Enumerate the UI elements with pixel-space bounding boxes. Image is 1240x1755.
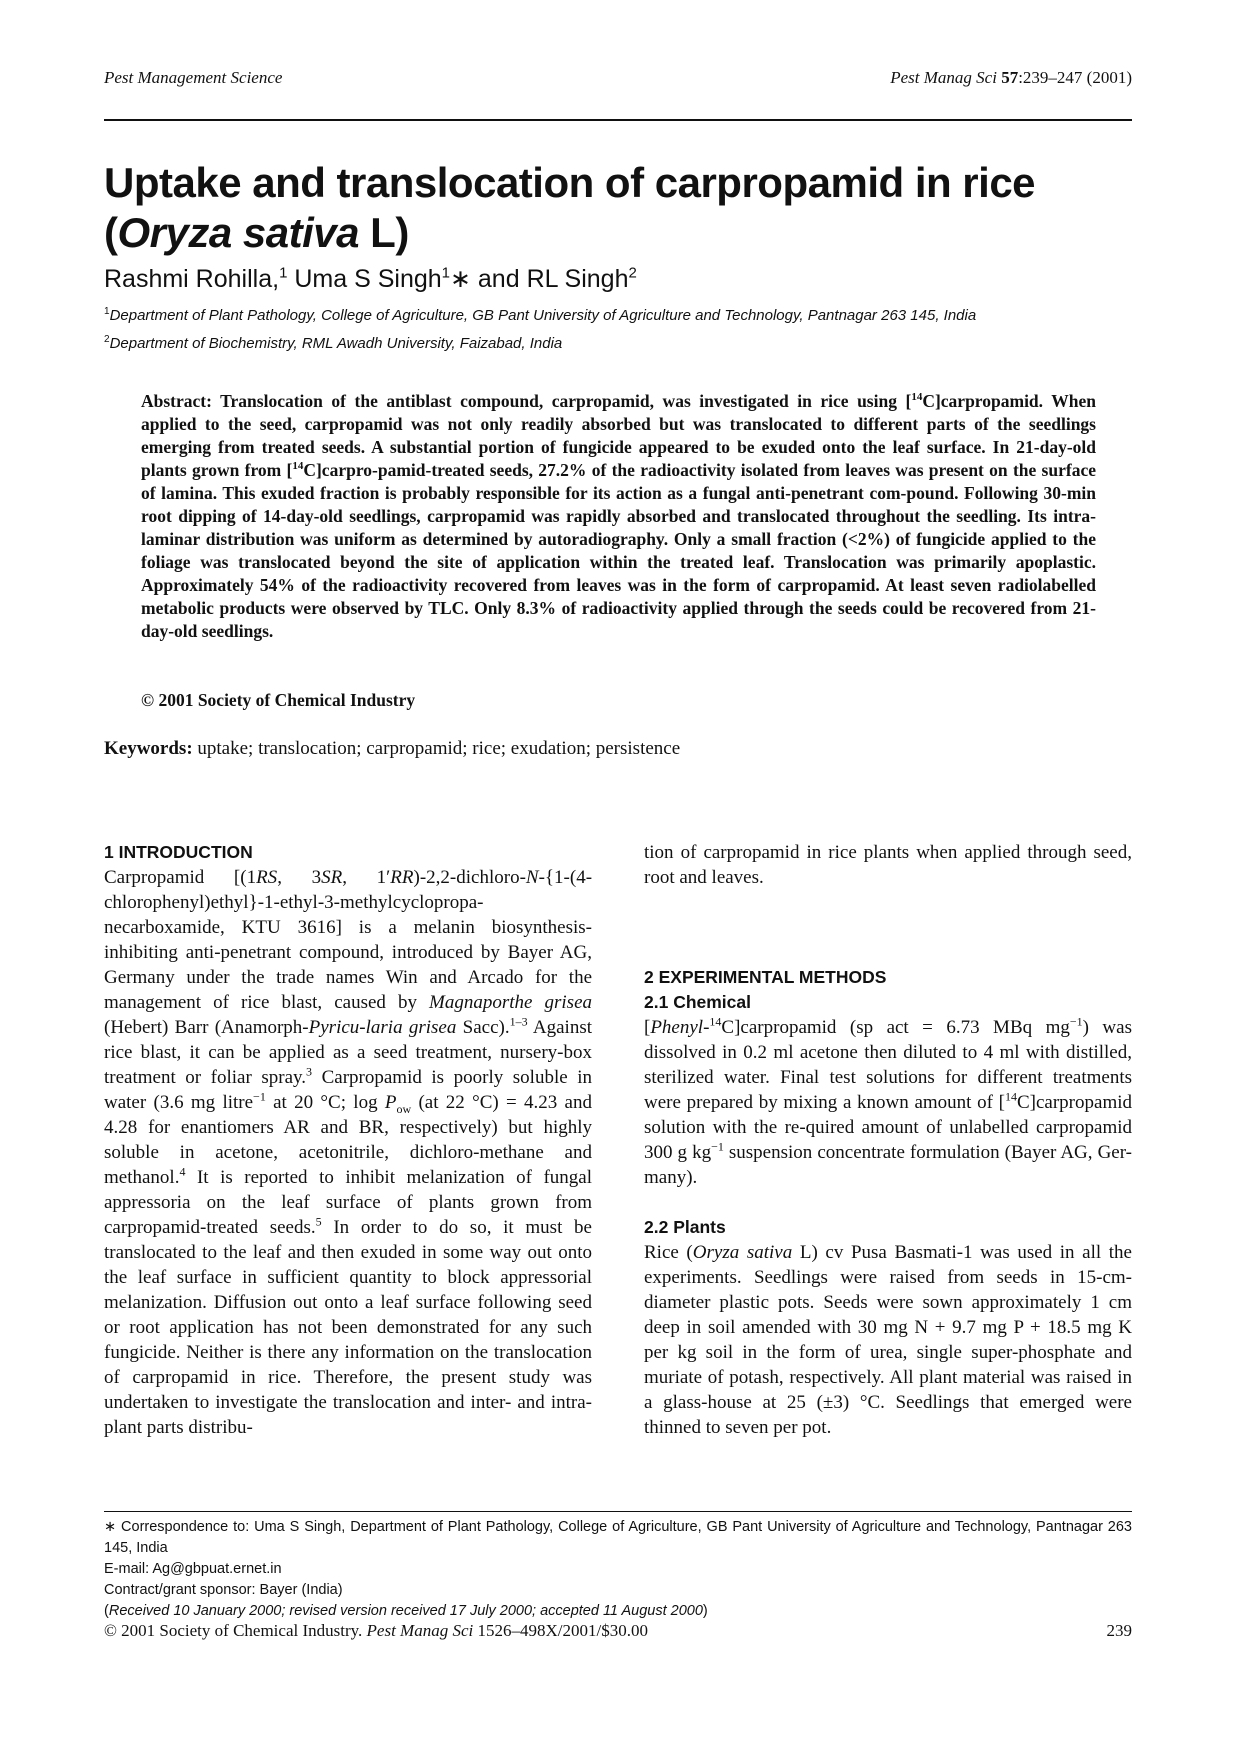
- plants-paragraph: [644, 1240, 1132, 1440]
- paren: (: [104, 1603, 109, 1619]
- text-run: )-2,2-dichloro-: [413, 867, 526, 888]
- title-line-1: Uptake and translocation of carpropamid in rice: [104, 159, 1036, 206]
- text-run: -: [703, 1017, 710, 1038]
- author-name: RL Singh: [526, 265, 629, 293]
- article-title: [104, 158, 1154, 258]
- isotope-mark: 14: [911, 391, 923, 404]
- citation-pages: :239–247 (2001): [1018, 68, 1132, 87]
- text-run: RR: [390, 867, 414, 888]
- affil-text: Department of Plant Pathology, College of Agriculture, GB Pant University of Agriculture and Technology, Pantnagar 263 145, India: [109, 307, 977, 324]
- text-run: (at 22 °C) = 4.23 and 4.28 for enantiomers AR and BR, respectively) but highly soluble in acetone, acetonitrile, dichloro-methane and methanol.: [104, 1092, 592, 1188]
- column-left: [104, 840, 592, 1440]
- text-run: Rice (: [644, 1242, 693, 1263]
- text-run: (Hebert) Barr (Anamorph-: [104, 1017, 309, 1038]
- running-header: [104, 68, 1132, 92]
- text-run: C]carpropamid (sp act = 6.73 MBq mg: [721, 1017, 1070, 1038]
- author-affil-mark: 1: [279, 264, 288, 282]
- abstract-label: Abstract:: [141, 391, 212, 411]
- citation-mark: 1–3: [509, 1014, 528, 1029]
- section-heading-introduction: 1 INTRODUCTION: [104, 842, 253, 862]
- citation-journal: Pest Manag Sci: [890, 68, 997, 87]
- sponsor-note: Contract/grant sponsor: Bayer (India): [104, 1582, 343, 1598]
- affil-mark: 1: [104, 306, 110, 317]
- citation-mark: 3: [306, 1064, 313, 1079]
- section-heading-methods: 2 EXPERIMENTAL METHODS: [644, 967, 887, 987]
- title-tail: L): [359, 209, 409, 256]
- text-run: suspension concentrate formulation (Bayer AG, Ger-many).: [644, 1142, 1132, 1188]
- footnotes: [104, 1517, 1132, 1622]
- affiliation: [104, 328, 1144, 356]
- abstract-text: C]carpro-pamid-treated seeds, 27.2% of the radioactivity isolated from leaves was present on the surface of lamina. This exuded fraction is probably responsible for its action as a fungal anti-penetrant com-pound. Following 30-min root dipping of 14-day-old seedlings, carpropamid was rapidly absorbed and translocated throughout the seedling. Its intra-laminar distribution was uniform as determined by autoradiography. Only a small fraction (<2%) of fungicide applied to the foliage was translocated beyond the site of application within the treated leaf. Translocation was primarily apoplastic. Approximately 54% of the radioactivity recovered from leaves was in the form of carpropamid. At least seven radiolabelled metabolic products were observed by TLC. Only 8.3% of radioactivity applied through the seeds could be recovered from 21-day-old seedlings.: [141, 460, 1096, 641]
- text-run: at 20 °C; log: [265, 1092, 385, 1113]
- received-note: [104, 1601, 1132, 1622]
- isotope-mark: 14: [1004, 1089, 1017, 1104]
- text-run: Against rice blast, it can be applied as a seed treatment, nursery-box treatment or foliar spray.: [104, 1017, 592, 1088]
- text-run: © 2001 Society of Chemical Industry.: [104, 1621, 367, 1640]
- subscript: ow: [396, 1101, 412, 1116]
- exponent: −1: [1069, 1014, 1083, 1029]
- author-affil-mark: 1: [441, 264, 450, 282]
- author-separator: ∗ and: [450, 265, 527, 293]
- title-paren: (: [104, 209, 118, 256]
- text-run: , 3: [277, 867, 322, 888]
- author-list: [104, 264, 637, 294]
- exponent: −1: [253, 1089, 266, 1104]
- text-run: RS: [256, 867, 278, 888]
- keywords: [104, 738, 680, 760]
- email-note: E-mail: Ag@gbpuat.ernet.in: [104, 1561, 282, 1577]
- footer-copyright: [104, 1621, 648, 1641]
- text-run: In order to do so, it must be translocated to the leaf and then exuded in some way out onto the leaf surface in sufficient quantity to block appressorial melanization. Diffusion out onto a leaf surface following seed or root application has not been demonstrated for any such fungicide. Neither is there any information on the translocation of carpropamid in rice. Therefore, the present study was undertaken to investigate the translocation and inter- and intra-plant parts distribu-: [104, 1217, 592, 1438]
- exponent: −1: [711, 1139, 724, 1154]
- affil-text: Department of Biochemistry, RML Awadh University, Faizabad, India: [109, 335, 563, 352]
- text-run: Carpropamid is poorly soluble in water (3.6 mg litre: [104, 1067, 592, 1113]
- received-dates: Received 10 January 2000; revised version received 17 July 2000; accepted 11 August 2000: [108, 1603, 703, 1619]
- title-species: Oryza sativa: [117, 209, 359, 256]
- text-run: L) cv Pusa Basmati-1 was used in all the experiments. Seedlings were raised from seeds in 15-cm-diameter plastic pots. Seeds were sown approximately 1 cm deep in soil amended with 30 mg N + 9.7 mg P + 18.5 mg K per kg soil in the form of urea, single super-phosphate and muriate of potash, respectively. All plant material was raised in a glass-house at 25 (±3) °C. Seedlings that emerged were thinned to seven per pot.: [644, 1242, 1132, 1438]
- citation-mark: 5: [315, 1214, 322, 1229]
- intro-paragraph-continued: tion of carpropamid in rice plants when applied through seed, root and leaves.: [644, 842, 1132, 888]
- page-number: 239: [1106, 1621, 1132, 1640]
- text-run: -{1-(4-chlorophenyl)ethyl}-1-ethyl-3-methylcyclopropa-necarboxamide, KTU 3616] is a melanin biosynthesis-inhibiting anti-penetrant compound, introduced by Bayer AG, Germany under the trade names Win and Arcado for the management of rice blast, caused by: [104, 867, 593, 1013]
- isotope-mark: 14: [709, 1014, 722, 1029]
- footnote-rule: [104, 1511, 1132, 1512]
- text-run: Carpropamid [(1: [104, 867, 257, 888]
- affiliations: [104, 300, 1144, 356]
- text-run: It is reported to inhibit melanization of fungal appressoria on the leaf surface of plants grown from carpropamid-treated seeds.: [104, 1167, 592, 1238]
- keywords-label: Keywords:: [104, 738, 193, 759]
- chemical-paragraph: [644, 1015, 1132, 1190]
- author-affil-mark: 2: [628, 264, 637, 282]
- correspondence-note: ∗ Correspondence to: Uma S Singh, Department of Plant Pathology, College of Agriculture, GB Pant University of Agriculture and Technology, Pantnagar 263 145, India: [104, 1519, 1132, 1556]
- text-run: ) was dissolved in 0.2 ml acetone then diluted to 4 ml with distilled, sterilized water. Final test solutions for different treatments were prepared by mixing a known amount of [: [644, 1017, 1132, 1113]
- isotope-mark: 14: [292, 460, 304, 473]
- text-run: C]carpropamid solution with the re-quired amount of unlabelled carpropamid 300 g kg: [644, 1092, 1132, 1163]
- journal-name: Pest Management Science: [104, 68, 283, 87]
- author-name: Uma S Singh: [294, 265, 442, 293]
- subsection-heading-chemical: 2.1 Chemical: [644, 992, 751, 1012]
- citation-mark: 4: [179, 1164, 186, 1179]
- affiliation: [104, 300, 1144, 328]
- text-run: Phenyl: [650, 1017, 704, 1038]
- text-run: P: [384, 1092, 397, 1113]
- text-run: Oryza sativa: [692, 1242, 793, 1263]
- column-right: [644, 840, 1132, 1440]
- spacer: [644, 1190, 1132, 1215]
- spacer: [644, 890, 1132, 965]
- footer-issn: 1526–498X/2001/$30.00: [473, 1621, 648, 1640]
- text-run: , 1′: [342, 867, 391, 888]
- paren: ): [702, 1603, 708, 1619]
- page-footer: [104, 1621, 1132, 1645]
- text-run: SR: [321, 867, 343, 888]
- footer-journal: Pest Manag Sci: [366, 1621, 474, 1640]
- abstract-copyright: © 2001 Society of Chemical Industry: [141, 690, 416, 710]
- header-rule: [104, 119, 1132, 121]
- text-run: [: [644, 1017, 651, 1038]
- text-run: Pyricu-laria grisea: [308, 1017, 457, 1038]
- abstract-text: Translocation of the antiblast compound, carpropamid, was investigated in rice using [: [211, 391, 912, 411]
- text-run: Sacc).: [456, 1017, 510, 1038]
- text-run: Magnaporthe grisea: [429, 992, 593, 1013]
- author-name: Rashmi Rohilla,: [104, 265, 280, 293]
- keywords-text: uptake; translocation; carpropamid; rice; exudation; persistence: [192, 738, 681, 759]
- affil-mark: 2: [104, 334, 110, 345]
- intro-paragraph: [104, 865, 592, 1440]
- subsection-heading-plants: 2.2 Plants: [644, 1217, 726, 1237]
- citation: [890, 68, 1132, 88]
- abstract: [141, 390, 1096, 643]
- text-run: N: [525, 867, 539, 888]
- abstract-text: C]carpropamid. When applied to the seed, carpropamid was not only readily absorbed but was translocated to different parts of the seedlings emerging from treated seeds. A substantial portion of fungicide appeared to be exuded onto the leaf surface. In 21-day-old plants grown from [: [141, 391, 1096, 480]
- citation-volume: 57: [1001, 68, 1019, 87]
